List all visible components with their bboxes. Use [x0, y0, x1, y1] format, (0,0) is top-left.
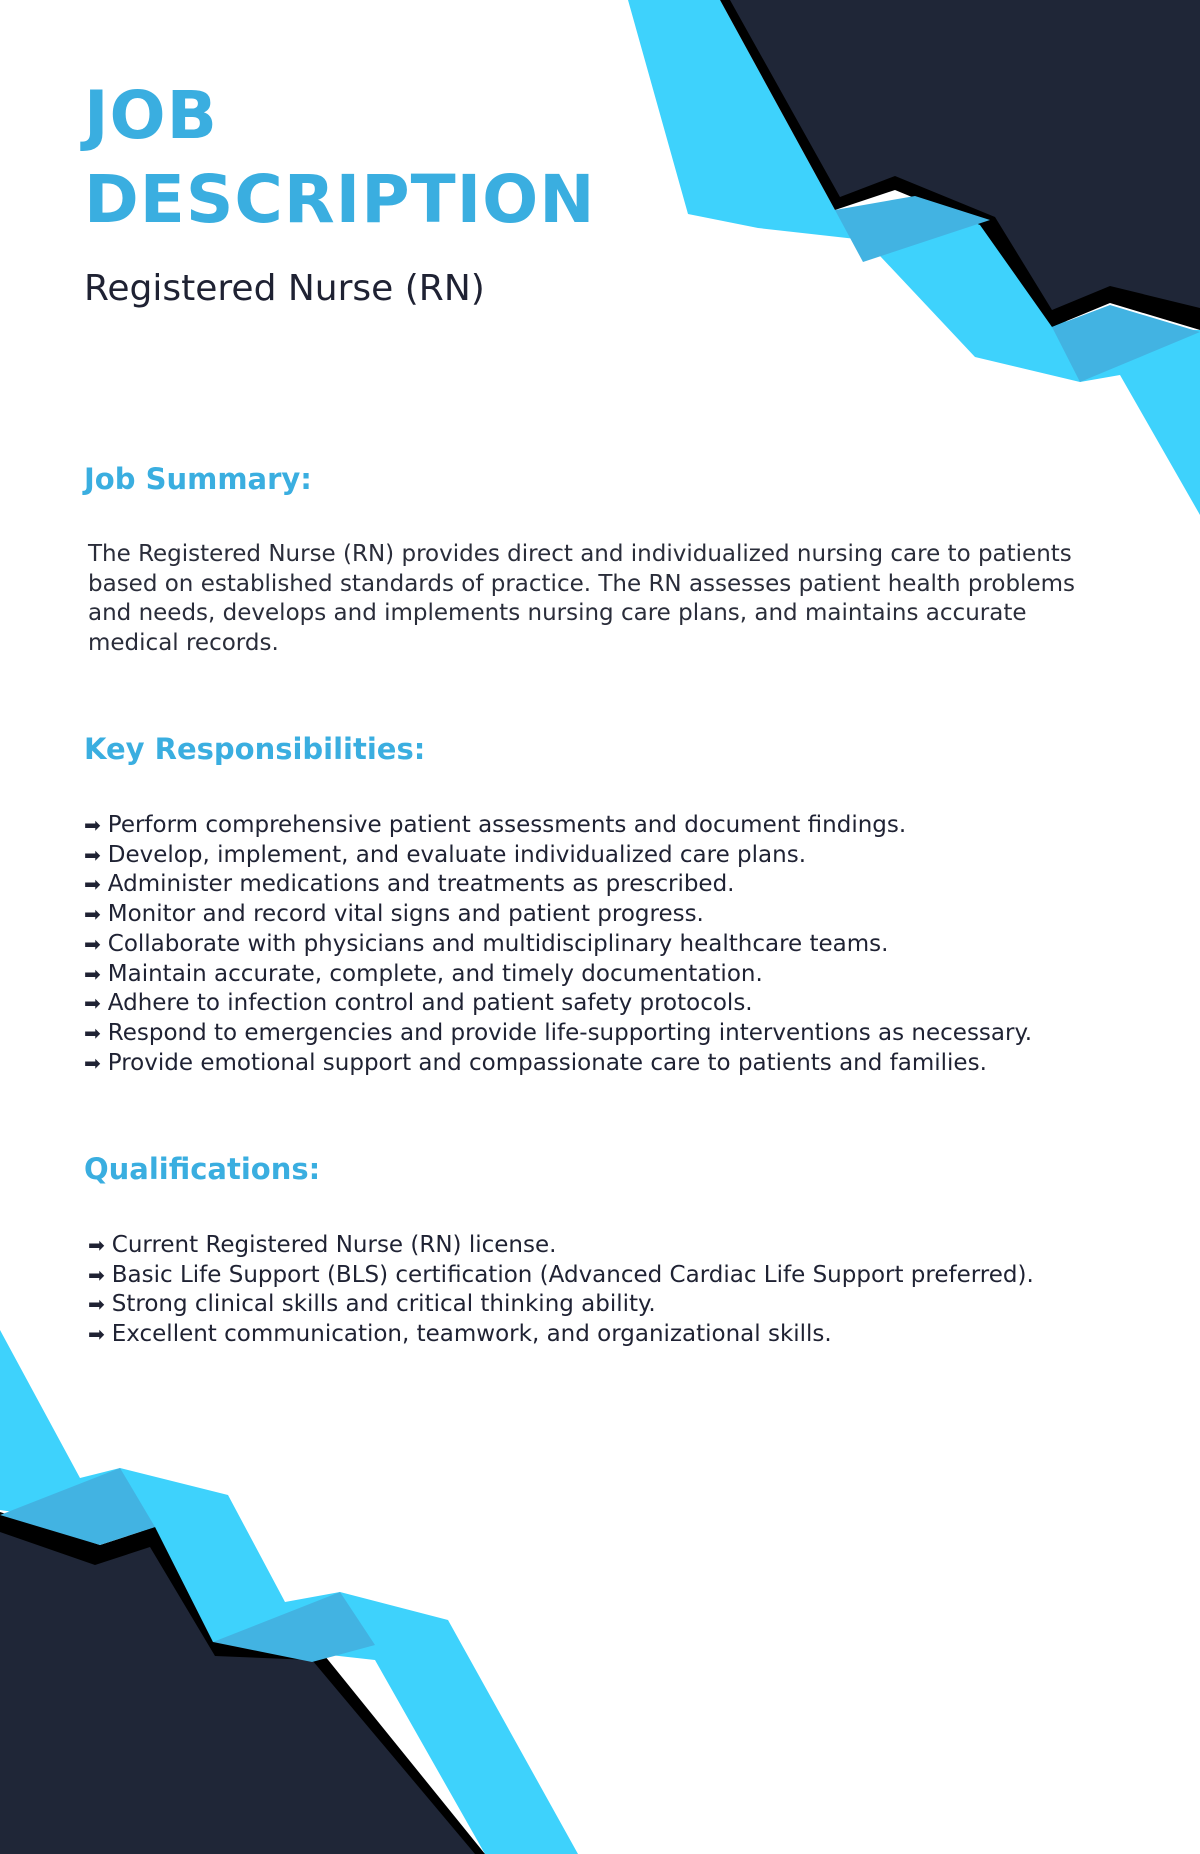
- list-item: [84, 841, 1032, 871]
- list-item-text: Excellent communication, teamwork, and organizational skills.: [111, 1321, 832, 1348]
- right-arrow-icon: ➡: [84, 902, 101, 927]
- responsibilities-list: [84, 811, 1032, 1078]
- list-item-text: Respond to emergencies and provide life-supporting interventions as necessary.: [107, 1019, 1033, 1046]
- list-item: [84, 930, 1032, 960]
- list-item-text: Adhere to infection control and patient safety protocols.: [107, 990, 753, 1017]
- list-item-text: Develop, implement, and evaluate individualized care plans.: [107, 841, 807, 868]
- list-item: [84, 989, 1032, 1019]
- list-item: [88, 1231, 1034, 1261]
- qualifications-list: [88, 1231, 1034, 1350]
- list-item: [84, 811, 1032, 841]
- right-arrow-icon: ➡: [84, 991, 101, 1016]
- list-item-text: Strong clinical skills and critical thinking ability.: [111, 1291, 656, 1318]
- right-arrow-icon: ➡: [84, 1020, 101, 1045]
- list-item-text: Collaborate with physicians and multidisciplinary healthcare teams.: [107, 930, 889, 957]
- right-arrow-icon: ➡: [84, 1050, 101, 1075]
- job-title-subtitle: Registered Nurse (RN): [84, 268, 485, 309]
- list-item-text: Perform comprehensive patient assessments and document findings.: [107, 812, 907, 838]
- job-summary-text: The Registered Nurse (RN) provides direct and individualized nursing care to patients based on established standards of practice. The RN assesses patient health problems and needs, develops and implements nursing care plans, and maintains accurate medical records.: [88, 541, 1075, 657]
- list-item-text: Basic Life Support (BLS) certification (Advanced Cardiac Life Support preferred).: [111, 1261, 1034, 1288]
- title-line-1: JOB: [84, 77, 218, 154]
- list-item: [88, 1290, 1034, 1320]
- key-responsibilities-heading: Key Responsibilities:: [84, 732, 426, 766]
- right-arrow-icon: ➡: [88, 1322, 105, 1347]
- right-arrow-icon: ➡: [84, 842, 101, 867]
- right-arrow-icon: ➡: [84, 931, 101, 956]
- list-item-text: Provide emotional support and compassionate care to patients and families.: [107, 1049, 987, 1076]
- qualifications-heading: Qualifications:: [84, 1152, 321, 1186]
- right-arrow-icon: ➡: [88, 1262, 105, 1287]
- job-summary-heading: Job Summary:: [84, 462, 312, 496]
- list-item-text: Monitor and record vital signs and patient progress.: [107, 901, 704, 928]
- list-item: [88, 1261, 1034, 1291]
- list-item: [84, 1019, 1032, 1049]
- right-arrow-icon: ➡: [88, 1292, 105, 1317]
- list-item: [84, 900, 1032, 930]
- title-line-2: DESCRIPTION: [84, 161, 596, 238]
- right-arrow-icon: ➡: [84, 961, 101, 986]
- list-item-text: Administer medications and treatments as prescribed.: [107, 871, 735, 898]
- list-item-text: Maintain accurate, complete, and timely documentation.: [107, 960, 763, 987]
- list-item: [84, 1049, 1032, 1079]
- right-arrow-icon: ➡: [84, 872, 101, 897]
- list-item: [84, 870, 1032, 900]
- page-title: [84, 74, 596, 242]
- list-item: [84, 960, 1032, 990]
- list-item-text: Current Registered Nurse (RN) license.: [111, 1232, 557, 1258]
- right-arrow-icon: ➡: [84, 813, 101, 837]
- list-item: [88, 1320, 1034, 1350]
- right-arrow-icon: ➡: [88, 1233, 105, 1257]
